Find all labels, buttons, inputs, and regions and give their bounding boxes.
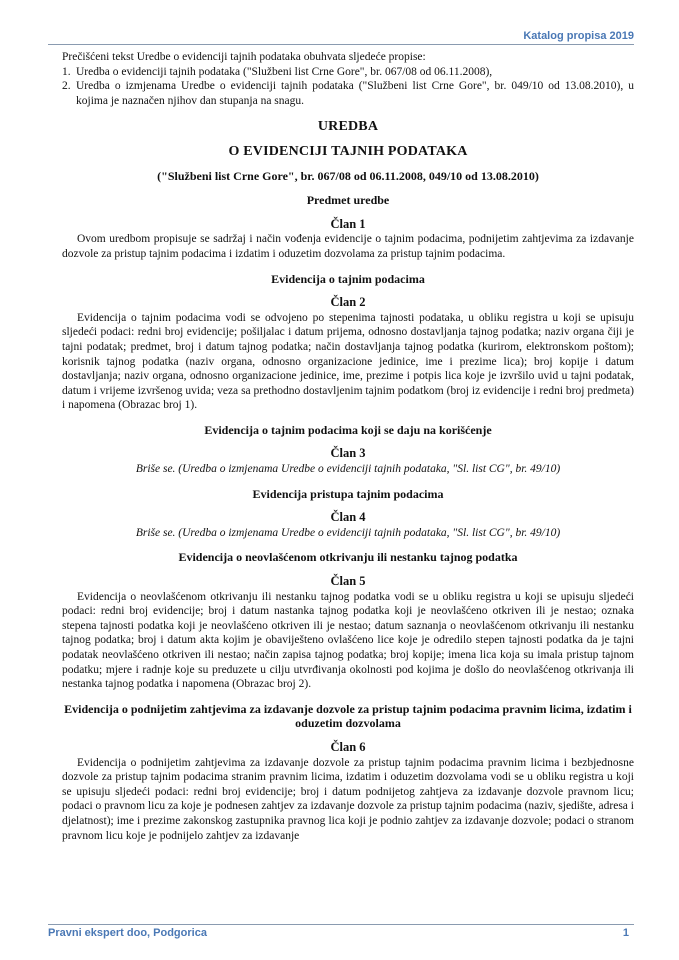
intro-item — [62, 65, 634, 80]
footer-divider — [48, 924, 634, 925]
article-text — [62, 311, 634, 413]
document-title-line2: O EVIDENCIJI TAJNIH PODATAKA — [228, 143, 468, 159]
article-number: Član 6 — [330, 739, 366, 754]
article-number: Član 2 — [330, 295, 366, 310]
section-heading: Evidencija o neovlašćenom otkrivanju ili nestanku tajnog podatka — [178, 550, 518, 565]
article-number: Član 3 — [330, 446, 366, 461]
article-text-content: Evidencija o podnijetim zahtjevima za izdavanje dozvole za pristup tajnim podacima pravnim licima i bezbjednosne dozvole za pristup tajnim podacima stranim pravnim licima, izdatim i oduzetim dozvolama vodi se u obliku registra u koji se upisuju sljedeći podaci: redni broj evidencije; broj i datum podnijetog zahtjeva za izdavanje dozvole pravnom licu; podaci o pravnom licu za koje je podnesen zahtjev za izdavanje dozvole za pristup tajnim podacima (naziv, sjedište, adresa i djelatnost); ime i prezime zakonskog zastupnika pravnog lica koji je podnio zahtjev za izdavanje dozvole; podaci o stranom pravnom licu koje je podnijelo zahtjev za izdavanje — [62, 756, 634, 842]
section-heading: Predmet uredbe — [306, 193, 390, 208]
intro-item — [62, 79, 634, 108]
intro-item-text: Uredba o izmjenama Uredbe o evidenciji tajnih podataka ("Službeni list Crne Gore", br. 049/10 od 13.08.2010), u kojima je naznačen njihov dan stupanja na snagu. — [76, 80, 634, 107]
article-text-content: Evidencija o neovlašćenom otkrivanju ili nestanku tajnog podatka vodi se u obliku registra u koji se upisuju sljedeći podaci: redni broj evidencije; broj i datum nastanka tajnog podatka koji je neovlašćeno otkriven ili je nestao; oznaka stepena tajnosti podatka koji je neovlašćeno otkriven ili je nestao; datum saznanja o neovlašćenom otkrivanju ili nestanku tajnog podatka; broj i datum akta kojim je obaviješteno ovlašćeno lice koje je odredilo stepen tajnosti podatka da je tajni podatak neovlašćeno otkriven ili nestao; način zapisa tajnog podatka; broj kopije; imena lica koja su imala pristup tajnom podatku; mjere i radnje koje su preduzete u cilju utvrđivanja okolnosti pod kojima je došlo do neovlašćenog otkrivanja ili nestanka tajnog podatka i napomena (Obrazac broj 2). — [62, 590, 634, 691]
section-heading: Evidencija pristupa tajnim podacima — [252, 486, 444, 501]
article-number: Član 4 — [330, 510, 366, 525]
section-heading: Evidencija o podnijetim zahtjevima za izdavanje dozvole za pristup tajnim podacima pravnim licima, izdatim i oduzetim dozvolama — [64, 701, 632, 731]
article-text — [62, 232, 634, 261]
article-text-content: Evidencija o tajnim podacima vodi se odvojeno po stepenima tajnosti podataka, u obliku registra u koji se upisuju sljedeći podaci: redni broj evidencije; pošiljalac i datum prijema, odnosno dostavljanja tajnog podatka; naziv organa čiji je tajni podatak; predmet, broj i datum tajnog podatka; način dostavljanja tajnog podatka (kurirom, elektronskom poštom); korisnik tajnog podatka (naziv organa, odnosno organizacione jedinice, ime i prezime lica); broj kopije i datum dostavljanja; naziv organa, odnosno organizacione jedinice, ime, prezime i potpis lica koje je izvršilo uvid u tajni podatak, datum i vrijeme izvršenog uvida; veza sa prethodno dostavljenim tajnim podatkom (broj iz evidencije i redni broj predmeta) i napomena (Obrazac broj 1). — [62, 311, 634, 412]
document-gazette-reference: ("Službeni list Crne Gore", br. 067/08 od 06.11.2008, 049/10 od 13.08.2010) — [157, 168, 539, 183]
section-heading: Evidencija o tajnim podacima — [271, 271, 425, 286]
page-number: 1 — [622, 927, 629, 939]
intro-line: Prečišćeni tekst Uredbe o evidenciji tajnih podataka obuhvata sljedeće propise: — [62, 51, 426, 63]
intro-item-number: 2. — [62, 80, 71, 93]
article-text — [62, 756, 634, 844]
article-number: Član 5 — [330, 574, 366, 589]
catalog-label: Katalog propisa 2019 — [523, 30, 634, 42]
intro-block — [62, 50, 634, 108]
article-deleted-note: Briše se. (Uredba o izmjenama Uredbe o evidenciji tajnih podataka, "Sl. list CG", br. 49/10) — [135, 463, 561, 476]
intro-item-number: 1. — [62, 65, 71, 78]
article-text-content: Ovom uredbom propisuje se sadržaj i način vođenja evidencije o tajnim podacima, podnijetim zahtjevima za izdavanje dozvole za pristup tajnim podacima i izdatim i oduzetim dozvolama za pristup tajnim podacima. — [62, 233, 634, 260]
intro-item-text: Uredba o evidenciji tajnih podataka ("Službeni list Crne Gore", br. 067/08 od 06.11.2008), — [76, 65, 493, 78]
document-title-line1: UREDBA — [317, 119, 379, 135]
article-number: Član 1 — [330, 216, 366, 231]
article-text — [62, 590, 634, 692]
document-content — [62, 50, 634, 843]
article-deleted-note: Briše se. (Uredba o izmjenama Uredbe o evidenciji tajnih podataka, "Sl. list CG", br. 49/10) — [135, 526, 561, 539]
header-divider — [48, 44, 634, 45]
footer-publisher: Pravni ekspert doo, Podgorica — [48, 927, 207, 939]
section-heading: Evidencija o tajnim podacima koji se daju na korišćenje — [204, 422, 492, 437]
